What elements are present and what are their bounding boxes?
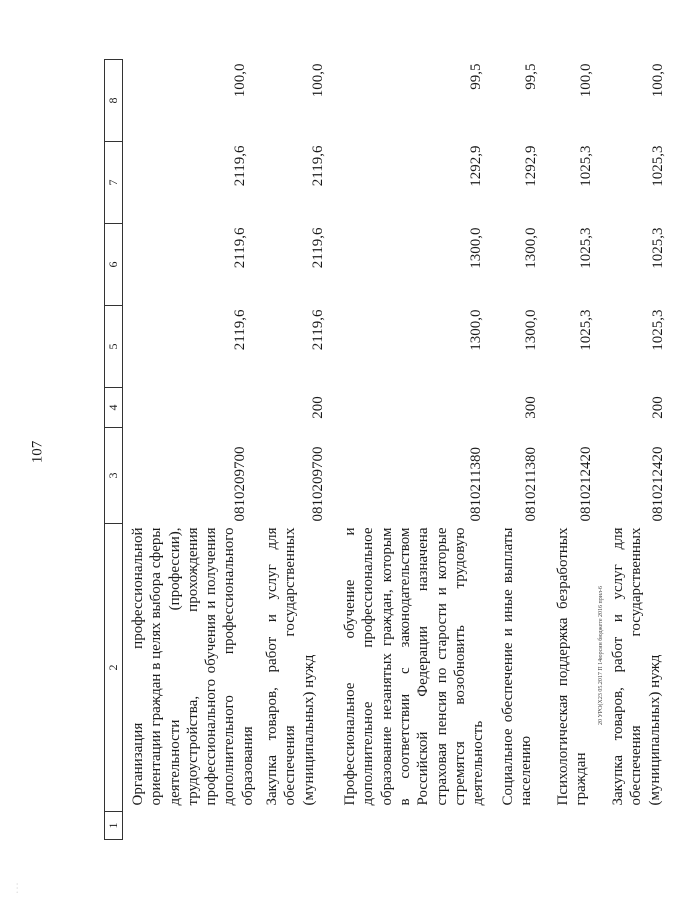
row-value-7: 2119,6 <box>231 145 248 187</box>
table-row <box>123 60 258 840</box>
row-name: Профессиональное обучение и дополнительное профессиональное образование незанятых граждан, которым в соответствии с законодательством Российской Федерации назначена страховая пенсия по старости и которые стремятся возобновить трудовую деятельность <box>342 527 487 806</box>
row-value-8: 99,5 <box>522 63 539 90</box>
row-name: Психологическая поддержка безработных граждан <box>555 527 590 806</box>
table-row <box>548 60 603 840</box>
row-value-5: 1025,3 <box>649 309 666 351</box>
row-kvr <box>123 388 258 428</box>
footer-text: 20 УРО(Х23 05.2017 П 14юрсин бюджете 2016 прил-6 <box>598 586 604 725</box>
corner-mark: ˙ ˙ ˙ <box>15 882 24 894</box>
row-value-7: 2119,6 <box>309 145 326 187</box>
table-row <box>335 60 493 840</box>
row-value-7: 1025,3 <box>577 145 594 187</box>
row-value-6: 1300,0 <box>467 227 484 269</box>
page-number: 107 <box>29 440 46 464</box>
row-value-6: 2119,6 <box>231 227 248 269</box>
row-kvr <box>335 388 493 428</box>
column-header: 8 <box>105 60 123 142</box>
row-value-5: 2119,6 <box>231 309 248 351</box>
row-value-6: 1025,3 <box>577 227 594 269</box>
row-value-8: 100,0 <box>309 63 326 98</box>
table-header-row <box>105 60 123 840</box>
row-code: 0810209700 <box>231 446 248 522</box>
row-code: 0810211380 <box>467 447 484 522</box>
row-kvr <box>548 388 603 428</box>
row-value-8: 100,0 <box>649 63 666 98</box>
row-value-5: 1025,3 <box>577 309 594 351</box>
row-value-5: 1300,0 <box>467 309 484 351</box>
column-header: 5 <box>105 306 123 388</box>
column-header: 2 <box>105 524 123 812</box>
row-kvr: 200 <box>309 396 326 419</box>
row-value-8: 100,0 <box>231 63 248 98</box>
row-value-5: 1300,0 <box>522 309 539 351</box>
column-header: 7 <box>105 142 123 224</box>
row-value-6: 1025,3 <box>649 227 666 269</box>
row-code: 0810211380 <box>522 447 539 522</box>
row-value-6: 2119,6 <box>309 227 326 269</box>
row-name: Закупка товаров, работ и услуг для обеспечения государственных (муниципальных) нужд <box>264 527 317 806</box>
row-value-6: 1300,0 <box>522 227 539 269</box>
row-name: Социальное обеспечение и иные выплаты населению <box>500 527 535 806</box>
column-header: 3 <box>105 428 123 524</box>
table-row <box>603 60 675 840</box>
column-header: 4 <box>105 388 123 428</box>
row-value-7: 1292,9 <box>522 145 539 187</box>
column-header: 6 <box>105 224 123 306</box>
row-value-8: 100,0 <box>577 63 594 98</box>
row-kvr: 200 <box>649 396 666 419</box>
row-code: 0810212420 <box>649 446 666 522</box>
row-name: Организация профессиональной ориентации граждан в целях выбора сферы деятельности (профессии), трудоустройства, прохождения профессионального обучения и получения дополнительного профессионального образования <box>130 527 256 806</box>
row-value-5: 2119,6 <box>309 309 326 351</box>
row-value-7: 1025,3 <box>649 145 666 187</box>
table-row <box>493 60 548 840</box>
row-code: 0810212420 <box>577 446 594 522</box>
row-value-8: 99,5 <box>467 63 484 90</box>
row-value-7: 1292,9 <box>467 145 484 187</box>
row-code: 0810209700 <box>309 446 326 522</box>
column-header: 1 <box>105 812 123 840</box>
row-name: Закупка товаров, работ и услуг для обеспечения государственных (муниципальных) нужд <box>610 527 663 806</box>
table-row <box>257 60 335 840</box>
footer-file-reference <box>598 230 610 730</box>
row-kvr: 300 <box>522 396 539 419</box>
